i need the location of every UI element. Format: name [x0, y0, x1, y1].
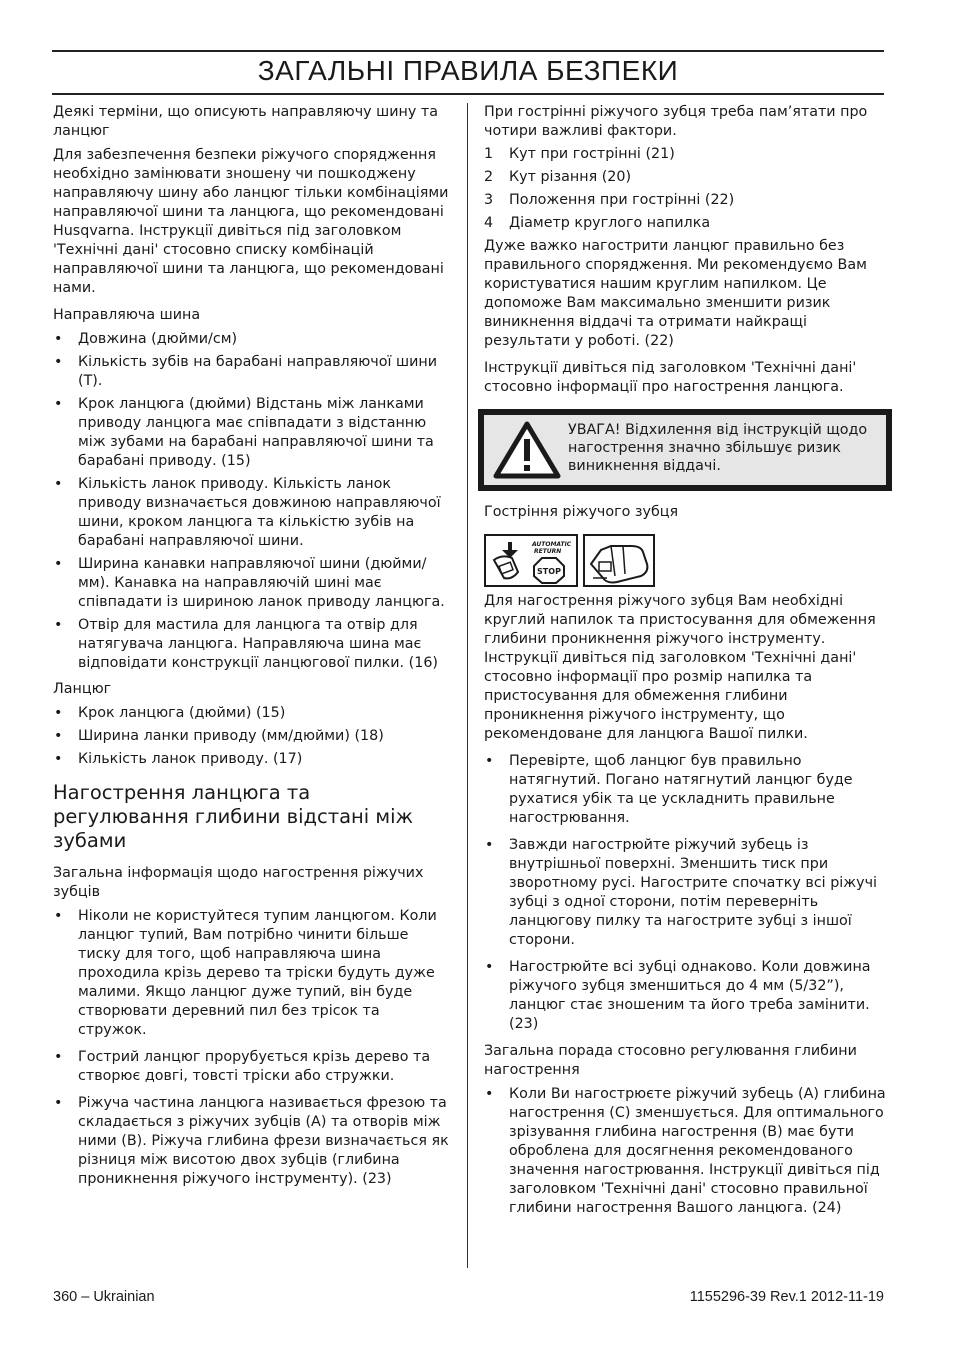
general-info-label: Загальна інформація щодо нагострення ріжучих зубців — [53, 865, 424, 900]
safety-icons — [484, 534, 886, 587]
svg-text:RETURN: RETURN — [534, 548, 562, 555]
footer-document-id: 1155296-39 Rev.1 2012-11-19 — [689, 1289, 884, 1305]
list-item: • Кількість ланок приводу. Кількість ланок приводу визначається довжиною направляючої шини, кроком ланцюга та кількістю зубів на барабані направляючої шини. — [53, 475, 449, 551]
warning-box — [478, 409, 892, 491]
terms-heading: Деякі терміни, що описують направляючу шину та ланцюг — [53, 104, 438, 139]
tool-paragraph: Для нагострення ріжучого зубця Вам необхідні круглий напилок та пристосування для обмеження глибини проникнення ріжучого інструменту. Інструкції дивіться під заголовком 'Технічні дані' стосовно інформації про розмір напилка та пристосування для обмеження глибини проникнення ріжучого інструменту, що рекомендоване для ланцюга Вашої пилки. — [484, 593, 876, 742]
protective-glove-icon — [583, 534, 655, 587]
replacement-paragraph: Для забезпечення безпеки ріжучого спорядження необхідно замінювати зношену чи пошкоджену направляючу шину або ланцюг тільки комбінаціями направляючої шини та ланцюга, що рекомендовані Husqvarna. Інструкції дивіться під заголовком 'Технічні дані' стосовно списку комбінацій направляючої шини та ланцюга, що рекомендовані нами. — [53, 147, 449, 296]
guide-bar-label: Направляюча шина — [53, 307, 201, 323]
list-item: • Коли Ви нагострюєте ріжучий зубець (A) глибина нагострення (C) зменшується. Для оптимального зрізування глибина нагострення (B) має бути оброблена для досягнення рекомендованого значення нагострювання. Інструкції дивіться під заголовком 'Технічні дані' стосовно правильної глибини нагострення Вашого ланцюга. (24) — [484, 1085, 886, 1218]
list-item: • Ширина канавки направляючої шини (дюйми/мм). Канавка на направляючій шині має співпадати із шириною ланок приводу ланцюга. — [53, 555, 449, 612]
page-title: ЗАГАЛЬНІ ПРАВИЛА БЕЗПЕКИ — [257, 55, 679, 86]
list-item: • Крок ланцюга (дюйми) (15) — [53, 704, 449, 723]
guide-bar-list — [53, 330, 449, 673]
title-underline — [52, 93, 884, 95]
warning-text: УВАГА! Відхилення від інструкцій щодо нагострення значно збільшує ризик виникнення віддачі. — [568, 422, 868, 474]
list-item: • Отвір для мастила для ланцюга та отвір для натягувача ланцюга. Направляюча шина має відповідати конструкції ланцюгової пилки. (16) — [53, 616, 449, 673]
general-info-list — [53, 907, 449, 1189]
depth-gauge-list — [484, 1085, 886, 1218]
list-item: • Довжина (дюйми/см) — [53, 330, 449, 349]
list-item: • Ріжуча частина ланцюга називається фрезою та складається з ріжучих зубців (A) та отворів між ними (B). Ріжуча глибина фрези визначається як різниця між висотою двох зубців (глибина проникнення ріжучого інструменту). (23) — [53, 1094, 449, 1189]
warning-triangle-icon — [492, 421, 562, 479]
list-item: 2 Кут різання (20) — [484, 169, 632, 185]
list-item: • Завжди нагострюйте ріжучий зубець із внутрішньої поверхні. Зменшить тиск при зворотному русі. Нагострите спочатку всі ріжучі зубці з одної сторони, потім переверніть ланцюгову пилку та нагострите зубці з іншої сторони. — [484, 836, 886, 950]
list-item: • Гострий ланцюг прорубується крізь дерево та створює довгі, товсті тріски або стружки. — [53, 1048, 449, 1086]
list-item: • Кількість ланок приводу. (17) — [53, 750, 449, 769]
list-item: • Крок ланцюга (дюйми) Відстань між ланками приводу ланцюга має співпадати з відстанню між зубами на барабані направляючої шини та барабані приводу. (15) — [53, 395, 449, 471]
sharpening-label: Гостріння ріжучого зубця — [484, 504, 679, 520]
instructions-paragraph: Інструкції дивіться під заголовком 'Технічні дані' стосовно інформації про нагострення ланцюга. — [484, 360, 857, 395]
factors-list — [484, 145, 886, 233]
right-column — [484, 103, 886, 1225]
list-item: • Перевірте, щоб ланцюг був правильно натягнутий. Погано натягнутий ланцюг буде рухатися убік та це ускладнить правильне нагострювання. — [484, 752, 886, 828]
list-item: • Кількість зубів на барабані направляючої шини (T). — [53, 353, 449, 391]
section-heading: Нагострення ланцюга та регулювання глибини відстані між зубами — [53, 781, 414, 852]
footer-page-number: 360 – Ukrainian — [53, 1289, 155, 1305]
list-item: • Нагострюйте всі зубці однаково. Коли довжина ріжучого зубця зменшиться до 4 мм (5/32”), ланцюг стає зношеним та його треба замінити. (23) — [484, 958, 886, 1034]
top-rule — [52, 50, 884, 52]
left-column — [53, 103, 449, 1197]
svg-text:STOP: STOP — [537, 567, 561, 576]
column-divider — [467, 103, 468, 1268]
chain-brake-icon — [484, 534, 578, 587]
list-item: • Ніколи не користуйтеся тупим ланцюгом. Коли ланцюг тупий, Вам потрібно чинити більше тиску для того, щоб направляюча шина проходила крізь дерево та тріски будуть дуже малими. Якщо ланцюг дуже тупий, він буде створювати деревний пил без трісок та стружок. — [53, 907, 449, 1040]
equipment-paragraph: Дуже важко нагострити ланцюг правильно без правильного спорядження. Ми рекомендуємо Вам користуватися нашим круглим напилком. Це допоможе Вам максимально зменшити ризик виникнення віддачі та отримати найкращі результати у роботі. (22) — [484, 238, 867, 349]
list-item: • Ширина ланки приводу (мм/дюйми) (18) — [53, 727, 449, 746]
factors-intro: При гострінні ріжучого зубця треба пам’ятати про чотири важливі фактори. — [484, 104, 868, 139]
sharpening-tips-list — [484, 752, 886, 1034]
list-item: 1 Кут при гострінні (21) — [484, 146, 675, 162]
depth-gauge-label: Загальна порада стосовно регулювання глибини нагострення — [484, 1043, 857, 1078]
chain-label: Ланцюг — [53, 681, 112, 697]
list-item: 4 Діаметр круглого напилка — [484, 215, 711, 231]
list-item: 3 Положення при гострінні (22) — [484, 192, 735, 208]
chain-list — [53, 704, 449, 769]
svg-text:AUTOMATIC: AUTOMATIC — [532, 541, 572, 548]
